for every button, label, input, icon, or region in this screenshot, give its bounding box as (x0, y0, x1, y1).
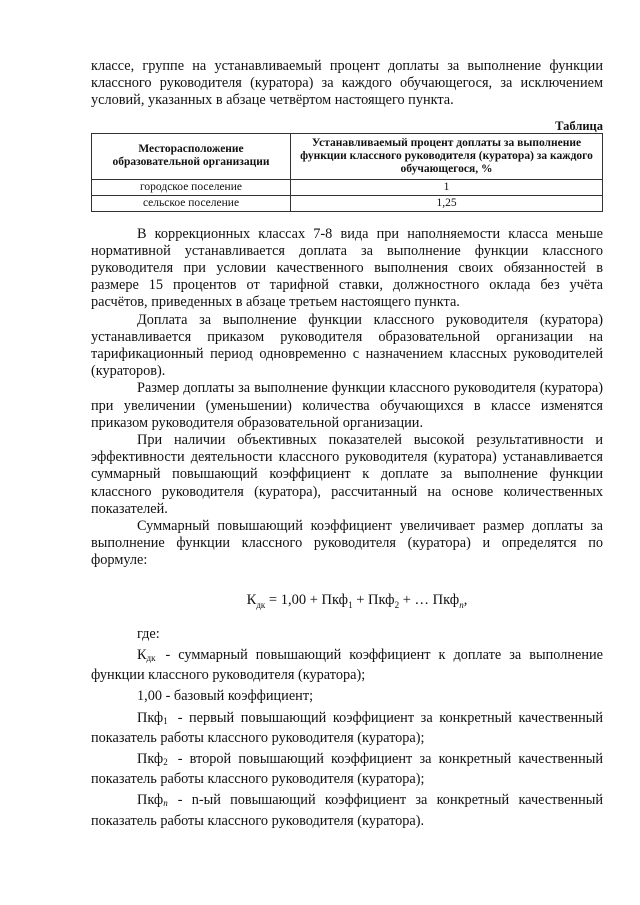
definition-symbol: Пкф$_1$ (137, 709, 168, 726)
definition-item (91, 647, 603, 684)
definition-text: - суммарный повышающий коэффициент к доплате за выполнение функции классного руководителя (куратора); (91, 646, 603, 684)
table-header-location: Месторасположение образовательной организации (92, 133, 291, 179)
formula-p2: Пкф (368, 591, 395, 608)
definition-symbol: $К_{дк}$ (137, 646, 156, 663)
definition-item: 1,00 - базовый коэффициент; (137, 688, 314, 705)
formula-p1: Пкф (321, 591, 349, 608)
formula-pn: Пкф (432, 591, 460, 608)
table-row (92, 179, 603, 195)
definition-item (91, 710, 603, 747)
rates-table (91, 133, 603, 212)
paragraph: В коррекционных классах 7-8 вида при наполняемости класса меньше нормативной устанавливается доплата за выполнение функции классного руководителя при условии качественного выполнения своих обязанностей в размере 15 процентов от тарифной ставки, должностного оклада без учёта расчётов, приведенных в абзаце третьем настоящего пункта. (91, 225, 603, 311)
document-page (91, 58, 603, 834)
formula-pn-sub: n (459, 599, 464, 610)
paragraph: При наличии объективных показателей высокой результативности и эффективности деятельности классного руководителя (куратора) устанавливается суммарный повышающий коэффициент к доплате за выполнение функции классного руководителя (куратора), рассчитанный на основе количественных показателей. (91, 432, 603, 517)
table-header-percent: Устанавливаемый процент доплаты за выполнение функции классного руководителя (куратора) за каждого обучающегося, % (291, 133, 603, 179)
formula-p2-sub: 2 (394, 599, 400, 610)
formula-tail: , (463, 591, 468, 608)
table-cell: городское поселение (92, 179, 291, 195)
formula-plus: + (356, 591, 365, 608)
formula-eq: = 1,00 + (268, 591, 318, 608)
paragraph: Суммарный повышающий коэффициент увеличивает размер доплаты за выполнение функции классного руководителя (куратора) и определятся по формуле: (91, 518, 603, 569)
intro-paragraph: классе, группе на устанавливаемый процент доплаты за выполнение функции классного руководителя (куратора) за каждого обучающегося, за исключением условий, указанных в абзаце четвёртом настоящего пункта. (91, 58, 603, 109)
table-cell: сельское поселение (92, 195, 291, 211)
table-header-row (92, 133, 603, 179)
formula-plus-ellipsis: + … (402, 591, 430, 608)
paragraph: Размер доплаты за выполнение функции классного руководителя (куратора) при увеличении (уменьшении) количества обучающихся в классе изменятся приказом руководителя образовательной организации. (91, 380, 603, 431)
table-cell: 1 (291, 179, 603, 195)
formula-k: К (246, 591, 257, 608)
formula-k-sub: дк (256, 599, 266, 610)
table-row (92, 195, 603, 211)
coefficient-formula (91, 592, 603, 614)
definition-text: - второй повышающий коэффициент за конкретный качественный показатель работы классного руководителя (куратора); (91, 750, 603, 788)
definition-text: - первый повышающий коэффициент за конкретный качественный показатель работы классного руководителя (куратора); (91, 709, 603, 746)
definition-item (91, 751, 603, 788)
table-caption: Таблица (555, 118, 603, 133)
definition-symbol: Пкф$_n$ (137, 792, 168, 809)
paragraph: Доплата за выполнение функции классного руководителя (куратора) устанавливается приказом руководителя образовательной организации на тарификационный период одновременно с назначением классных руководителей (кураторов). (91, 311, 603, 380)
table-cell: 1,25 (291, 195, 603, 211)
definition-item (91, 792, 603, 829)
formula-p1-sub: 1 (348, 599, 353, 610)
definition-text: - n-ый повышающий коэффициент за конкретный качественный показатель работы классного руководителя (куратора). (91, 792, 603, 829)
definition-symbol: Пкф$_2$ (137, 750, 168, 767)
where-label: где: (137, 625, 160, 642)
